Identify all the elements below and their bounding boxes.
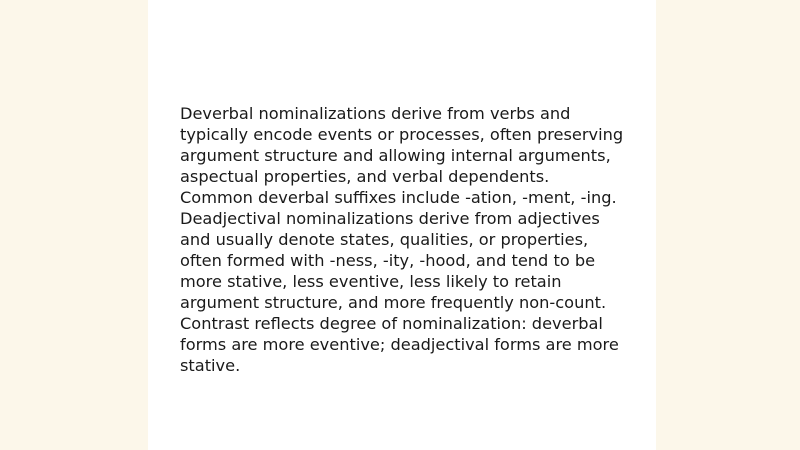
text-line: more stative, less eventive, less likely to retain: [180, 272, 562, 291]
body-paragraph: [180, 103, 628, 376]
document-page: [148, 0, 656, 450]
text-line: stative.: [180, 356, 241, 375]
text-line: Deverbal nominalizations derive from verbs and: [180, 104, 571, 123]
text-line: and usually denote states, qualities, or properties,: [180, 230, 589, 249]
text-line: often formed with -ness, -ity, -hood, and tend to be: [180, 251, 596, 270]
text-line: Common deverbal suffixes include -ation, -ment, -ing.: [180, 188, 617, 207]
text-line: argument structure and allowing internal arguments,: [180, 146, 611, 165]
text-line: argument structure, and more frequently non-count.: [180, 293, 607, 312]
text-line: Deadjectival nominalizations derive from adjectives: [180, 209, 600, 228]
text-line: Contrast reflects degree of nominalization: deverbal: [180, 314, 603, 333]
text-line: aspectual properties, and verbal dependents.: [180, 167, 550, 186]
text-line: forms are more eventive; deadjectival forms are more: [180, 335, 619, 354]
text-line: typically encode events or processes, often preserving: [180, 125, 624, 144]
